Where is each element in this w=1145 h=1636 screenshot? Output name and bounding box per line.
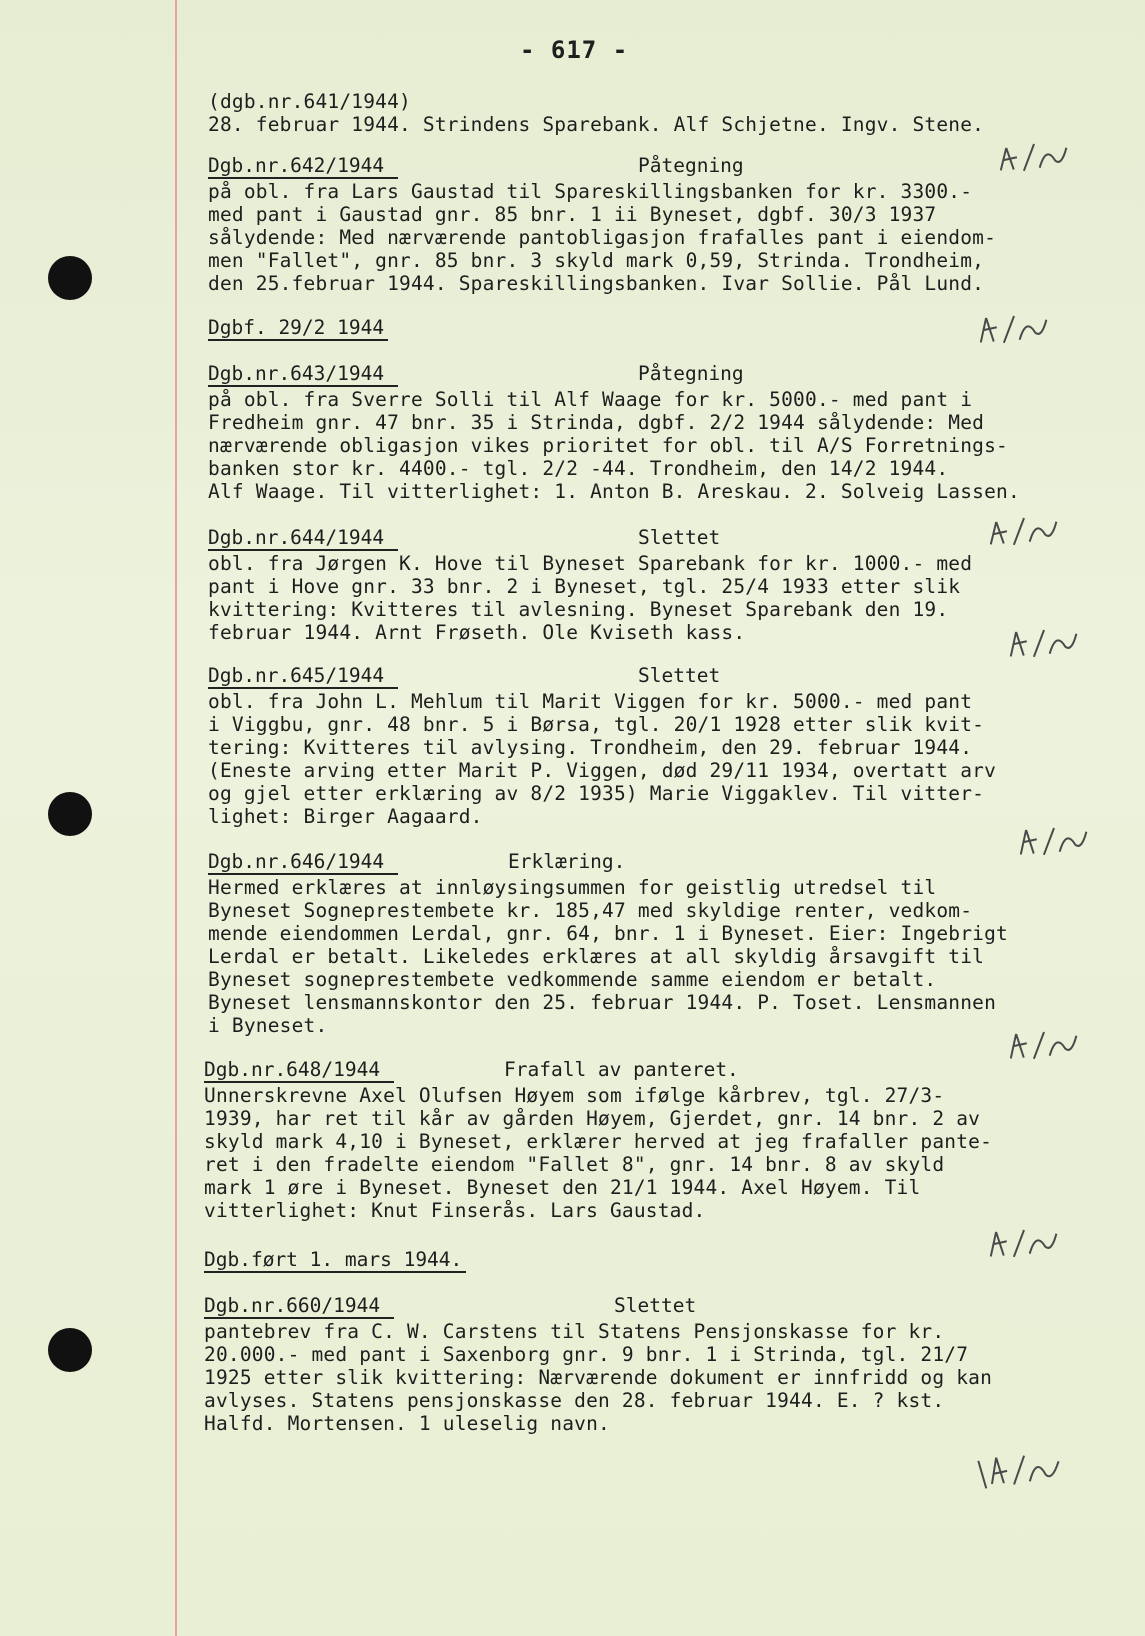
handwritten-initials bbox=[973, 1441, 1066, 1497]
entry-646 bbox=[208, 850, 1128, 1037]
entry-642 bbox=[208, 154, 1128, 295]
entry-header bbox=[204, 1058, 1124, 1084]
entry-title: Frafall av panteret. bbox=[504, 1058, 739, 1081]
entry-reference: Dgb.nr.643/1944 bbox=[208, 362, 398, 387]
entry-line: 28. februar 1944. Strindens Sparebank. Alf Schjetne. Ingv. Stene. bbox=[208, 113, 985, 136]
entry-line: avlyses. Statens pensjonskasse den 28. februar 1944. E. ? kst. bbox=[204, 1389, 945, 1412]
entry-header bbox=[208, 664, 1128, 690]
entry-line: kvittering: Kvitteres til avlesning. Byneset Sparebank den 19. bbox=[208, 598, 949, 621]
entry-header bbox=[204, 1294, 1124, 1320]
entry-line: (Eneste arving etter Marit P. Viggen, død 29/11 1934, overtatt arv bbox=[208, 759, 997, 782]
entry-line: vitterlighet: Knut Finserås. Lars Gaustad. bbox=[204, 1199, 706, 1222]
entry-line: skyld mark 4,10 i Byneset, erklærer herved at jeg frafaller pante- bbox=[204, 1130, 993, 1153]
entry-641 bbox=[208, 90, 1128, 136]
entry-line: banken stor kr. 4400.- tgl. 2/2 -44. Trondheim, den 14/2 1944. bbox=[208, 457, 949, 480]
entry-title: Slettet bbox=[614, 1294, 697, 1317]
entry-header bbox=[208, 154, 1128, 180]
entry-line: mende eiendommen Lerdal, gnr. 64, bnr. 1 i Byneset. Eier: Ingebrigt bbox=[208, 922, 1008, 945]
entry-643 bbox=[208, 362, 1128, 503]
entry-reference: Dgb.nr.648/1944 bbox=[204, 1058, 394, 1083]
handwritten-initials bbox=[974, 305, 1057, 354]
entry-title: Slettet bbox=[638, 664, 721, 687]
entry-line: på obl. fra Sverre Solli til Alf Waage for kr. 5000.- med pant i bbox=[208, 388, 973, 411]
entry-line: Lerdal er betalt. Likeledes erklæres at all skyldig årsavgift til bbox=[208, 945, 985, 968]
entry-line: obl. fra Jørgen K. Hove til Byneset Sparebank for kr. 1000.- med bbox=[208, 552, 973, 575]
entry-line: lighet: Birger Aagaard. bbox=[208, 805, 483, 828]
entry-660 bbox=[204, 1294, 1124, 1435]
entry-line: Byneset Sogneprestembete kr. 185,47 med skyldige renter, vedkom- bbox=[208, 899, 973, 922]
entry-header bbox=[208, 362, 1128, 388]
entry-line: Unnerskrevne Axel Olufsen Høyem som ifølge kårbrev, tgl. 27/3- bbox=[204, 1084, 945, 1107]
entry-line: i Byneset. bbox=[208, 1014, 328, 1037]
entry-reference: Dgb.nr.642/1944 bbox=[208, 154, 398, 179]
entry-line: ret i den fradelte eiendom "Fallet 8", gnr. 14 bnr. 8 av skyld bbox=[204, 1153, 945, 1176]
entry-line: sålydende: Med nærværende pantobligasjon frafalles pant i eiendom- bbox=[208, 226, 997, 249]
handwritten-initials bbox=[994, 135, 1077, 180]
date-heading: Dgbf. 29/2 1944 bbox=[208, 316, 388, 341]
margin-line bbox=[175, 0, 177, 1636]
entry-line: men "Fallet", gnr. 85 bnr. 3 skyld mark 0,59, Strinda. Trondheim, bbox=[208, 249, 985, 272]
entry-reference: Dgb.nr.644/1944 bbox=[208, 526, 398, 551]
entry-line: i Viggbu, gnr. 48 bnr. 5 i Børsa, tgl. 20/1 1928 etter slik kvit- bbox=[208, 713, 985, 736]
handwritten-initials bbox=[1004, 1021, 1087, 1070]
entry-title: Påtegning bbox=[638, 154, 744, 177]
entry-line: Byneset sogneprestembete vedkommende samme eiendom er betalt. bbox=[208, 968, 937, 991]
entry-line: 20.000.- med pant i Saxenborg gnr. 9 bnr. 1 i Strinda, tgl. 21/7 bbox=[204, 1343, 969, 1366]
date-heading: Dgb.ført 1. mars 1944. bbox=[204, 1248, 466, 1273]
entry-line: nærværende obligasjon vikes prioritet for obl. til A/S Forretnings- bbox=[208, 434, 1008, 457]
handwritten-initials bbox=[1004, 619, 1087, 668]
handwritten-initials bbox=[1014, 817, 1097, 866]
entry-line: februar 1944. Arnt Frøseth. Ole Kviseth kass. bbox=[208, 621, 746, 644]
entry-line: 1939, har ret til kår av gården Høyem, Gjerdet, gnr. 14 bnr. 2 av bbox=[204, 1107, 981, 1130]
entry-line: pantebrev fra C. W. Carstens til Statens Pensjonskasse for kr. bbox=[204, 1320, 945, 1343]
entry-line: 1925 etter slik kvittering: Nærværende dokument er innfridd og kan bbox=[204, 1366, 993, 1389]
entry-title: Erklæring. bbox=[508, 850, 626, 873]
entry-header bbox=[208, 850, 1128, 876]
handwritten-initials bbox=[984, 1219, 1067, 1268]
entry-line: Hermed erklæres at innløysingsummen for geistlig utredsel til bbox=[208, 876, 937, 899]
page-number: - 617 - bbox=[520, 36, 629, 64]
entry-line: Alf Waage. Til vitterlighet: 1. Anton B. Areskau. 2. Solveig Lassen. bbox=[208, 480, 1020, 503]
entry-645 bbox=[208, 664, 1128, 828]
entry-line: den 25.februar 1944. Spareskillingsbanken. Ivar Sollie. Pål Lund. bbox=[208, 272, 985, 295]
entry-line: Fredheim gnr. 47 bnr. 35 i Strinda, dgbf. 2/2 1944 sålydende: Med bbox=[208, 411, 985, 434]
entry-line: på obl. fra Lars Gaustad til Spareskillingsbanken for kr. 3300.- bbox=[208, 180, 973, 203]
entry-line: tering: Kvitteres til avlysing. Trondheim, den 29. februar 1944. bbox=[208, 736, 973, 759]
entry-line: mark 1 øre i Byneset. Byneset den 21/1 1944. Axel Høyem. Til bbox=[204, 1176, 921, 1199]
punch-hole-middle bbox=[48, 792, 92, 836]
entry-line: Byneset lensmannskontor den 25. februar 1944. P. Toset. Lensmannen bbox=[208, 991, 997, 1014]
entry-line: obl. fra John L. Mehlum til Marit Viggen for kr. 5000.- med pant bbox=[208, 690, 973, 713]
entry-reference: Dgb.nr.645/1944 bbox=[208, 664, 398, 689]
entry-line: og gjel etter erklæring av 8/2 1935) Marie Viggaklev. Til vitter- bbox=[208, 782, 985, 805]
entry-reference: Dgb.nr.660/1944 bbox=[204, 1294, 394, 1319]
entry-line: Halfd. Mortensen. 1 uleselig navn. bbox=[204, 1412, 610, 1435]
punch-hole-bottom bbox=[48, 1328, 92, 1372]
punch-hole-top bbox=[48, 256, 92, 300]
entry-reference: Dgb.nr.646/1944 bbox=[208, 850, 398, 875]
entry-line: med pant i Gaustad gnr. 85 bnr. 1 ii Byneset, dgbf. 30/3 1937 bbox=[208, 203, 937, 226]
entry-line: (dgb.nr.641/1944) bbox=[208, 90, 411, 113]
entry-line: pant i Hove gnr. 33 bnr. 2 i Byneset, tgl. 25/4 1933 etter slik bbox=[208, 575, 961, 598]
handwritten-initials bbox=[984, 509, 1067, 554]
entry-title: Påtegning bbox=[638, 362, 744, 385]
entry-648 bbox=[204, 1058, 1124, 1222]
entry-title: Slettet bbox=[638, 526, 721, 549]
